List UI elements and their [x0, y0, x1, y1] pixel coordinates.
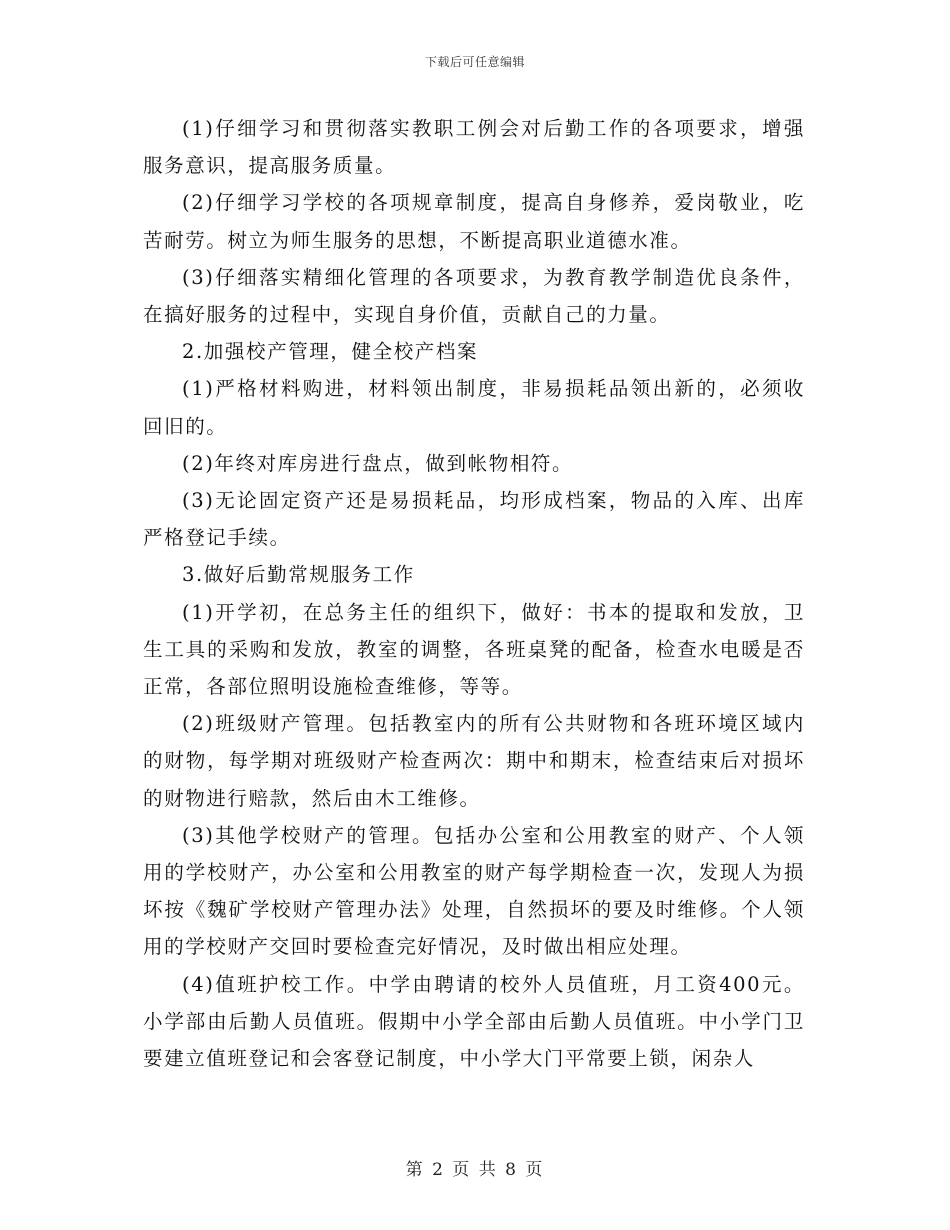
section-heading: 3.做好后勤常规服务工作 — [182, 563, 415, 587]
page-header: 下载后可任意编辑 — [424, 55, 525, 69]
paragraph: (2)仔细学习学校的各项规章制度，提高自身修养，爱岗敬业，吃苦耐劳。树立为师生服务的思想，不断提高职业道德水准。 — [143, 191, 805, 252]
paragraph: (1)开学初，在总务主任的组织下，做好：书本的提取和发放，卫生工具的采购和发放，教室的调整，各班桌凳的配备，检查水电暖是否正常，各部位照明设施检查维修，等等。 — [143, 600, 805, 699]
paragraph: (3)其他学校财产的管理。包括办公室和公用教室的财产、个人领用的学校财产，办公室和公用教室的财产每学期检查一次，发现人为损坏按《魏矿学校财产管理办法》处理，自然损坏的要及时维修。个人领用的学校财产交回时要检查完好情况，及时做出相应处理。 — [143, 823, 805, 959]
paragraph: (1)仔细学习和贯彻落实教职工例会对后勤工作的各项要求，增强服务意识，提高服务质量。 — [143, 117, 805, 178]
document-body — [143, 110, 805, 1077]
paragraph: (1)严格材料购进，材料领出制度，非易损耗品领出新的，必须收回旧的。 — [143, 377, 805, 438]
section-heading: 2.加强校产管理，健全校产档案 — [182, 340, 479, 364]
paragraph: (3)无论固定资产还是易损耗品，均形成档案，物品的入库、出库严格登记手续。 — [143, 489, 805, 550]
paragraph: (2)年终对库房进行盘点，做到帐物相符。 — [182, 451, 574, 475]
paragraph: (2)班级财产管理。包括教室内的所有公共财物和各班环境区域内的财物，每学期对班级财产检查两次：期中和期末，检查结束后对损坏的财物进行赔款，然后由木工维修。 — [143, 712, 805, 810]
paragraph: (4)值班护校工作。中学由聘请的校外人员值班，月工资400元。小学部由后勤人员值班。假期中小学全部由后勤人员值班。中小学门卫要建立值班登记和会客登记制度，中小学大门平常要上锁，闲杂人 — [143, 972, 805, 1071]
page-number: 第 2 页 共 8 页 — [405, 1160, 545, 1180]
paragraph: (3)仔细落实精细化管理的各项要求，为教育教学制造优良条件，在搞好服务的过程中，实现自身价值，贡献自己的力量。 — [143, 265, 805, 327]
